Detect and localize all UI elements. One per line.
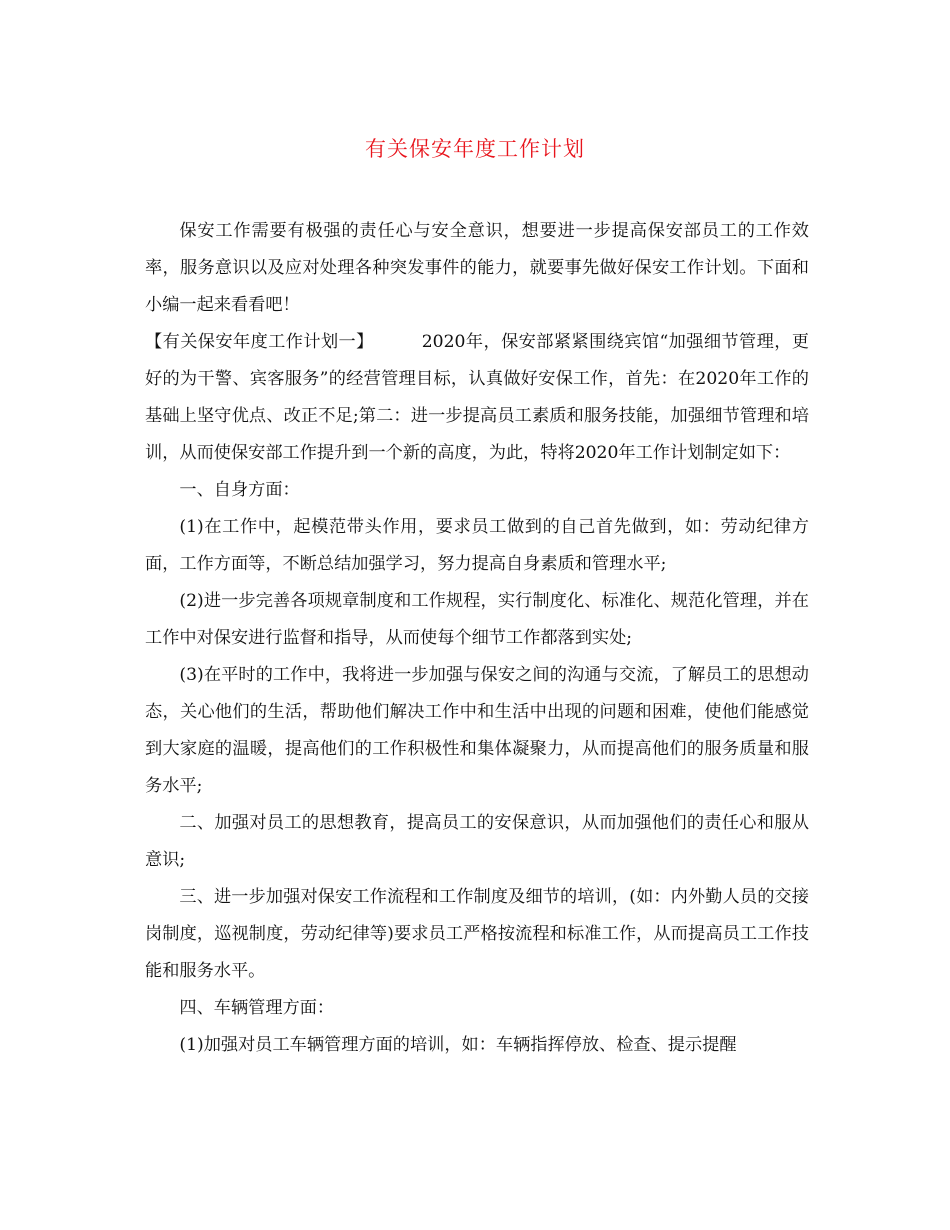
section1-item3: (3)在平时的工作中，我将进一步加强与保安之间的沟通与交流，了解员工的思想动态，关心他们的生活，帮助他们解决工作中和生活中出现的问题和困难，使他们能感觉到大家庭的温暖，提高他们的工作积极性和集体凝聚力，从而提高他们的服务质量和服务水平;	[145, 665, 809, 796]
section4-heading: 四、车辆管理方面：	[179, 998, 335, 1018]
section4-item1: (1)加强对员工车辆管理方面的培训，如：车辆指挥停放、检查、提示提醒	[179, 1035, 737, 1055]
section1-heading: 一、自身方面：	[179, 480, 300, 500]
section2-paragraph: 二、加强对员工的思想教育，提高员工的安保意识，从而加强他们的责任心和服从意识;	[145, 813, 809, 870]
section3-paragraph: 三、进一步加强对保安工作流程和工作制度及细节的培训，(如：内外勤人员的交接岗制度，巡视制度，劳动纪律等)要求员工严格按流程和标准工作，从而提高员工工作技能和服务水平。	[145, 887, 809, 981]
plan-paragraph	[145, 324, 809, 472]
intro-paragraph: 保安工作需要有极强的责任心与安全意识，想要进一步提高保安部员工的工作效率，服务意识以及应对处理各种突发事件的能力，就要事先做好保安工作计划。下面和小编一起来看看吧！	[145, 221, 809, 315]
section1-item1: (1)在工作中，起模范带头作用，要求员工做到的自己首先做到，如：劳动纪律方面，工作方面等，不断总结加强学习，努力提高自身素质和管理水平;	[145, 517, 809, 574]
document-body	[145, 213, 809, 1064]
document-title: 有关保安年度工作计划	[365, 137, 585, 161]
section1-item2: (2)进一步完善各项规章制度和工作规程，实行制度化、标准化、规范化管理，并在工作中对保安进行监督和指导，从而使每个细节工作都落到实处;	[145, 591, 809, 648]
plan-opening: 2020年，保安部紧紧围绕宾馆“加强细节管理，更好的为干警、宾客服务”的经营管理目标，认真做好安保工作，首先：在2020年工作的基础上坚守优点、改正不足;第二：进一步提高员工素质和服务技能，加强细节管理和培训，从而使保安部工作提升到一个新的高度，为此，特将2020年工作计划制定如下：	[145, 332, 809, 463]
plan-heading: 【有关保安年度工作计划一】	[145, 332, 374, 352]
